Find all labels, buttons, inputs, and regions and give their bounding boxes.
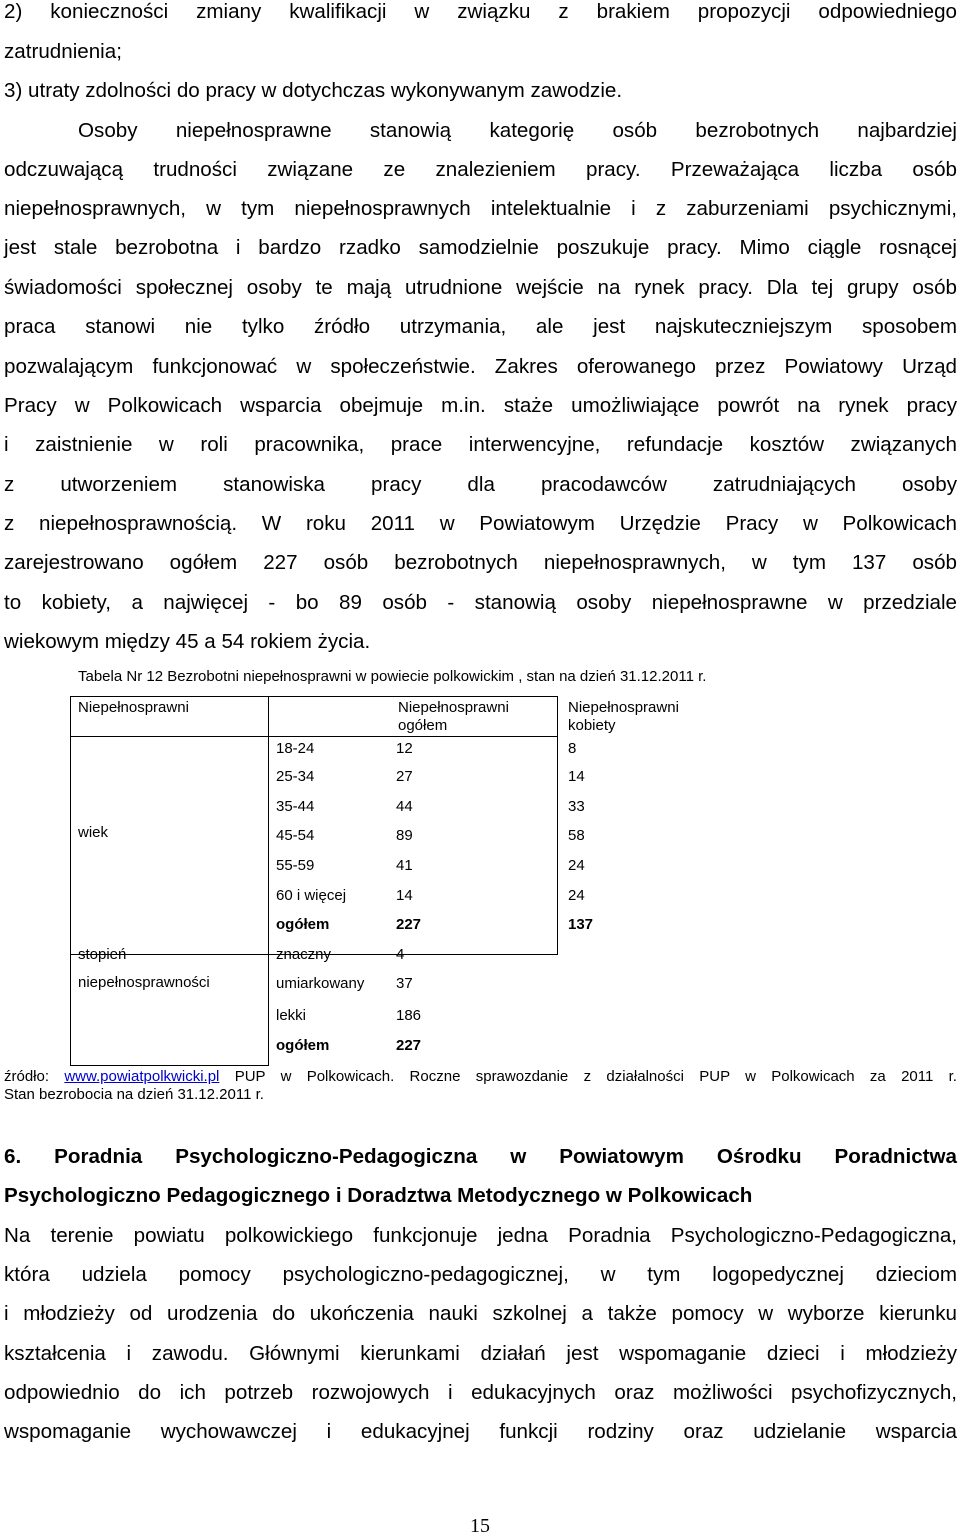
table-cell: 58 (568, 827, 585, 844)
text-line: kształcenia i zawodu. Głównymi kierunkami działań jest wspomaganie dzieci i młodzieży (4, 1342, 957, 1365)
text-line: wspomaganie wychowawczej i edukacyjnej funkcji rodziny oraz udzielanie wsparcia (4, 1420, 957, 1443)
table-cell: 227 (396, 916, 422, 933)
text-line: odczuwającą trudności związane ze znalezieniem pracy. Przeważająca liczba osób (4, 158, 957, 181)
table-cell: 45-54 (276, 827, 315, 844)
table-cell: 37 (396, 975, 413, 992)
text-line: niepełnosprawnych, w tym niepełnosprawnych intelektualnie i z zaburzeniami psychicznymi, (4, 197, 957, 220)
text-line: Na terenie powiatu polkowickiego funkcjonuje jedna Poradnia Psychologiczno-Pedagogiczna, (4, 1224, 957, 1247)
table-cell: 89 (396, 827, 413, 844)
group-label-stopien: niepełnosprawności (78, 974, 210, 991)
table-cell: znaczny (276, 946, 332, 963)
group-label-stopien: stopień (78, 946, 127, 963)
table-border (557, 696, 558, 954)
table-cell: 35-44 (276, 798, 315, 815)
table-cell: 18-24 (276, 740, 315, 757)
table-cell: 25-34 (276, 768, 315, 785)
table-cell: 14 (568, 768, 585, 785)
section-heading: Psychologiczno Pedagogicznego i Doradztwa Metodycznego w Polkowicach (4, 1184, 753, 1207)
page-number: 15 (470, 1515, 490, 1537)
text-line: Osoby niepełnosprawne stanowią kategorię osób bezrobotnych najbardziej (78, 119, 957, 142)
text-line: praca stanowi nie tylko źródło utrzymania, ale jest najskuteczniejszym sposobem (4, 315, 957, 338)
header-cell: Niepełnosprawni (568, 699, 679, 716)
table-cell: 24 (568, 857, 585, 874)
header-cell: Niepełnosprawni (78, 699, 189, 716)
group-label-wiek: wiek (78, 824, 109, 841)
table-border (70, 696, 71, 1066)
header-cell: kobiety (568, 717, 616, 734)
table-cell: umiarkowany (276, 975, 365, 992)
table-border (70, 1065, 269, 1066)
table-cell: 186 (396, 1007, 422, 1024)
text-line: z utworzeniem stanowiska pracy dla pracodawców zatrudniających osoby (4, 473, 957, 496)
text-line: i młodzieży od urodzenia do ukończenia nauki szkolnej a także pomocy w wyborze kierunku (4, 1302, 957, 1325)
table-cell: 12 (396, 740, 413, 757)
header-cell: ogółem (398, 717, 448, 734)
table-cell: 137 (568, 916, 594, 933)
table-border (70, 696, 558, 697)
table-cell: 24 (568, 887, 585, 904)
text-line: to kobiety, a najwięcej - bo 89 osób - stanowią osoby niepełnosprawne w przedziale (4, 591, 957, 614)
header-cell: Niepełnosprawni (398, 699, 509, 716)
table-cell: 55-59 (276, 857, 315, 874)
table-cell: 4 (396, 946, 405, 963)
text-line: i zaistnienie w roli pracownika, prace interwencyjne, refundacje kosztów związanych (4, 433, 957, 456)
table-cell: 227 (396, 1037, 422, 1054)
table-cell: 14 (396, 887, 413, 904)
table-cell: 41 (396, 857, 413, 874)
text-line: 2) konieczności zmiany kwalifikacji w związku z brakiem propozycji odpowiedniego (4, 0, 957, 23)
table-cell: ogółem (276, 916, 330, 933)
text-line: Pracy w Polkowicach wsparcia obejmuje m.in. staże umożliwiające powrót na rynek pracy (4, 394, 957, 417)
section-heading: 6. Poradnia Psychologiczno-Pedagogiczna w Powiatowym Ośrodku Poradnictwa (4, 1145, 957, 1168)
table-border (70, 736, 558, 737)
text-line: odpowiednio do ich potrzeb rozwojowych i edukacyjnych oraz możliwości psychofizycznych, (4, 1381, 957, 1404)
unemployed-disabled-table (70, 696, 679, 1066)
text-line: wiekowym między 45 a 54 rokiem życia. (4, 630, 371, 653)
table-cell: 33 (568, 798, 585, 815)
text-line: świadomości społecznej osoby te mają utrudnione wejście na rynek pracy. Dla tej grupy osób (4, 276, 957, 299)
text-line: 3) utraty zdolności do pracy w dotychczas wykonywanym zawodzie. (4, 79, 623, 102)
text-line: pozwalającym funkcjonować w społeczeństwie. Zakres oferowanego przez Powiatowy Urząd (4, 355, 957, 378)
table-border (268, 696, 269, 1066)
source-link[interactable]: www.powiatpolkwicki.pl (64, 1068, 220, 1085)
table-cell: 44 (396, 798, 413, 815)
table-caption: Tabela Nr 12 Bezrobotni niepełnosprawni w powiecie polkowickim , stan na dzień 31.12.2011 r. (78, 668, 707, 685)
table-cell: 60 i więcej (276, 887, 347, 904)
source-prefix: źródło: (4, 1068, 65, 1085)
table-cell: lekki (276, 1007, 307, 1024)
table-cell: 8 (568, 740, 577, 757)
text-line: zatrudnienia; (4, 40, 122, 63)
text-line: zarejestrowano ogółem 227 osób bezrobotnych niepełnosprawnych, w tym 137 osób (4, 551, 957, 574)
source-note (4, 1067, 957, 1086)
text-line: jest stale bezrobotna i bardzo rzadko samodzielnie poszukuje pracy. Mimo ciągle rosnącej (4, 236, 957, 259)
table-cell: ogółem (276, 1037, 330, 1054)
text-line: z niepełnosprawnością. W roku 2011 w Powiatowym Urzędzie Pracy w Polkowicach (4, 512, 957, 535)
source-note-line2: Stan bezrobocia na dzień 31.12.2011 r. (4, 1086, 264, 1103)
table-cell: 27 (396, 768, 413, 785)
text-line: która udziela pomocy psychologiczno-pedagogicznej, w tym logopedycznej dzieciom (4, 1263, 957, 1286)
source-rest: PUP w Polkowicach. Roczne sprawozdanie z działalności PUP w Polkowicach za 2011 r. (219, 1068, 957, 1085)
